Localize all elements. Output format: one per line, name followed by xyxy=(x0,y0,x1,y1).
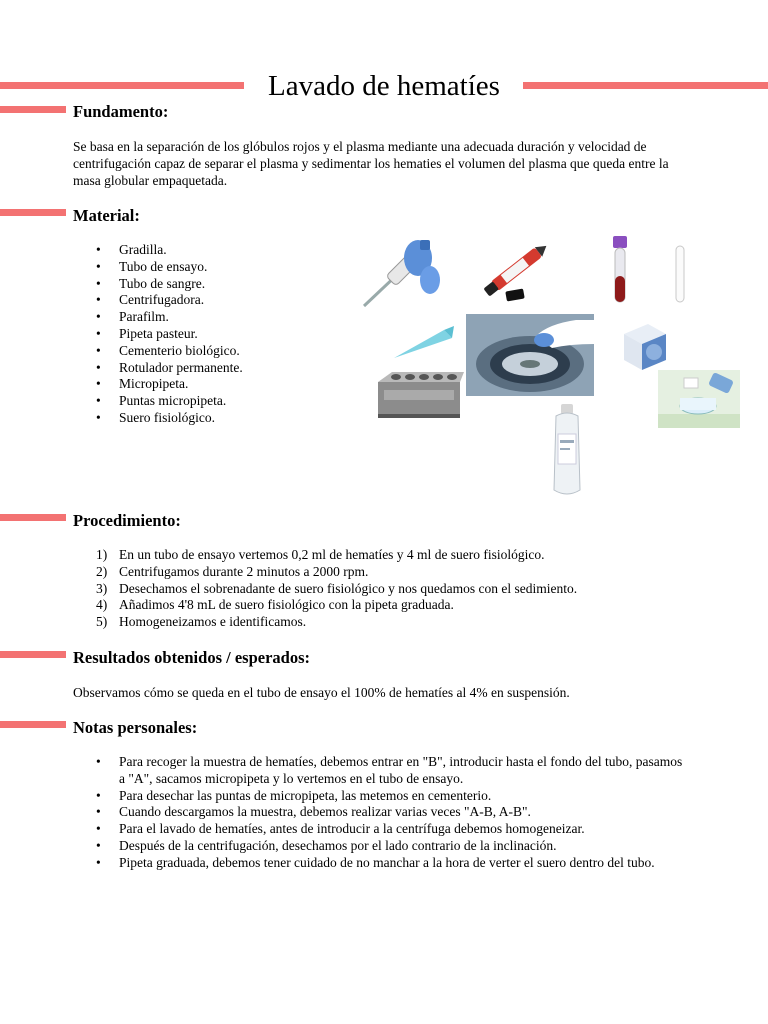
saline-bottle-image xyxy=(548,404,586,498)
list-item: Añadimos 4'8 mL de suero fisiológico con la pipeta graduada. xyxy=(119,597,454,613)
title-bar-left xyxy=(0,82,244,89)
blood-tube-image xyxy=(610,236,630,304)
list-item: • Tubo de sangre. xyxy=(73,276,333,293)
section-bar-material xyxy=(0,209,66,216)
material-list xyxy=(73,242,333,427)
list-item: • Para el lavado de hematíes, antes de introducir a la centrífuga debemos homogeneizar. xyxy=(73,821,687,838)
list-item: • Para recoger la muestra de hematíes, debemos entrar en "B", introducir hasta el fondo del tubo, pasamos a "A", sacamos micropipeta y lo vertemos en el tubo de ensayo. xyxy=(73,754,687,788)
list-item: • Gradilla. xyxy=(73,242,333,259)
tube-rack-image xyxy=(374,368,464,422)
washing-demo-image xyxy=(658,370,740,428)
list-item: • Pipeta pasteur. xyxy=(73,326,333,343)
list-item: Desechamos el sobrenadante de suero fisiológico y nos quedamos con el sedimiento. xyxy=(119,580,578,596)
permanent-marker-image xyxy=(478,232,558,304)
heading-fundamento: Fundamento: xyxy=(73,102,169,121)
list-item: • Para desechar las puntas de micropipeta, las metemos en cementerio. xyxy=(73,788,687,805)
page-title: Lavado de hematíes xyxy=(268,70,500,102)
heading-material: Material: xyxy=(73,206,140,225)
procedimiento-list xyxy=(73,547,713,631)
list-item: • Centrifugadora. xyxy=(73,292,333,309)
micropipette-image xyxy=(360,236,442,310)
section-bar-fundamento xyxy=(0,106,66,113)
section-bar-resultados xyxy=(0,651,66,658)
list-item: • Suero fisiológico. xyxy=(73,410,333,427)
heading-procedimiento: Procedimiento: xyxy=(73,511,181,530)
section-bar-procedimiento xyxy=(0,514,66,521)
list-item: • Tubo de ensayo. xyxy=(73,259,333,276)
list-item: • Puntas micropipeta. xyxy=(73,393,333,410)
list-item: Homogeneizamos e identificamos. xyxy=(119,614,307,630)
pipette-tip-image xyxy=(392,324,456,360)
section-bar-notas xyxy=(0,721,66,728)
title-bar-right xyxy=(523,82,768,89)
heading-resultados: Resultados obtenidos / esperados: xyxy=(73,648,310,667)
notas-list xyxy=(73,754,687,872)
centrifuge-image xyxy=(466,314,594,396)
list-item: • Cuando descargamos la muestra, debemos realizar varias veces "A-B, A-B". xyxy=(73,804,687,821)
resultados-text: Observamos cómo se queda en el tubo de ensayo el 100% de hematíes al 4% en suspensión. xyxy=(73,685,570,700)
list-item: • Rotulador permanente. xyxy=(73,360,333,377)
test-tube-image xyxy=(672,244,688,306)
parafilm-image xyxy=(618,320,670,376)
fundamento-text: Se basa en la separación de los glóbulos rojos y el plasma mediante una adecuada duración y velocidad de centrifugación capaz de separar el plasma y sedimentar los hematies el volumen del plasma que queda entre la masa globular empaquetada. xyxy=(73,139,669,189)
list-item: • Cementerio biológico. xyxy=(73,343,333,360)
list-item: • Micropipeta. xyxy=(73,376,333,393)
list-item: • Parafilm. xyxy=(73,309,333,326)
list-item: • Después de la centrifugación, desechamos por el lado contrario de la inclinación. xyxy=(73,838,687,855)
list-item: Centrifugamos durante 2 minutos a 2000 rpm. xyxy=(119,563,369,579)
heading-notas: Notas personales: xyxy=(73,718,198,737)
list-item: • Pipeta graduada, debemos tener cuidado de no manchar a la hora de verter el suero dentro del tubo. xyxy=(73,855,687,872)
list-item: En un tubo de ensayo vertemos 0,2 ml de hematíes y 4 ml de suero fisiológico. xyxy=(119,547,545,562)
